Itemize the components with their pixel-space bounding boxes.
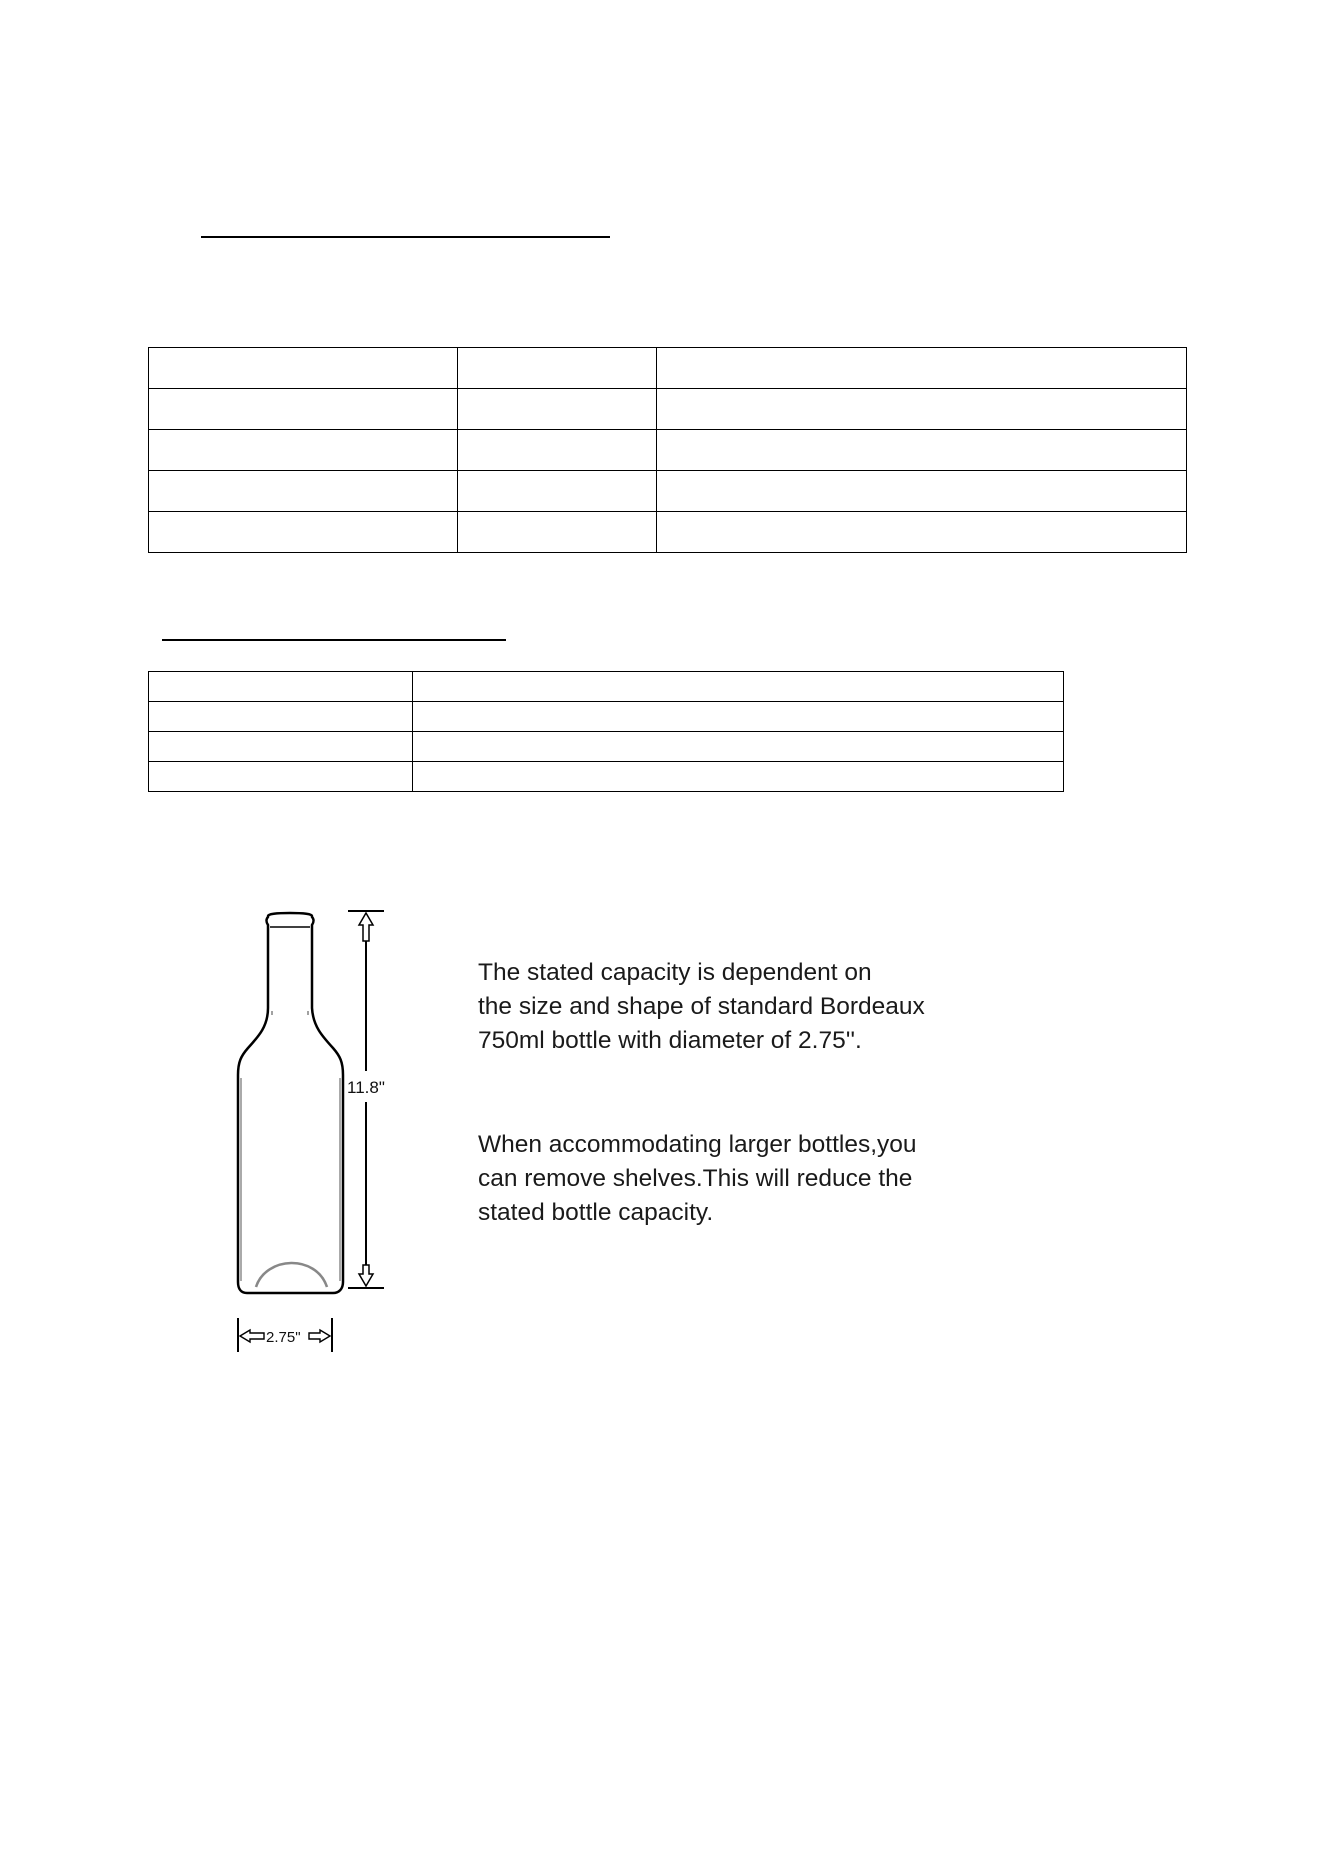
arrow-right-icon <box>309 1330 330 1342</box>
bottle-outline <box>238 913 343 1293</box>
arrow-left-icon <box>240 1330 264 1342</box>
bottle-punt <box>256 1263 327 1287</box>
arrow-down-icon <box>359 1265 373 1286</box>
arrow-up-icon <box>359 913 373 941</box>
height-dimension <box>348 911 384 1288</box>
width-label: 2.75" <box>266 1329 301 1346</box>
bottle-notes <box>478 956 1038 1230</box>
capacity-note: The stated capacity is dependent on the size and shape of standard Bordeaux 750ml bottle with diameter of 2.75''. <box>478 959 925 1054</box>
larger-bottles-note: When accommodating larger bottles,you can remove shelves.This will reduce the stated bottle capacity. <box>478 1131 917 1226</box>
height-label: 11.8" <box>347 1078 385 1097</box>
